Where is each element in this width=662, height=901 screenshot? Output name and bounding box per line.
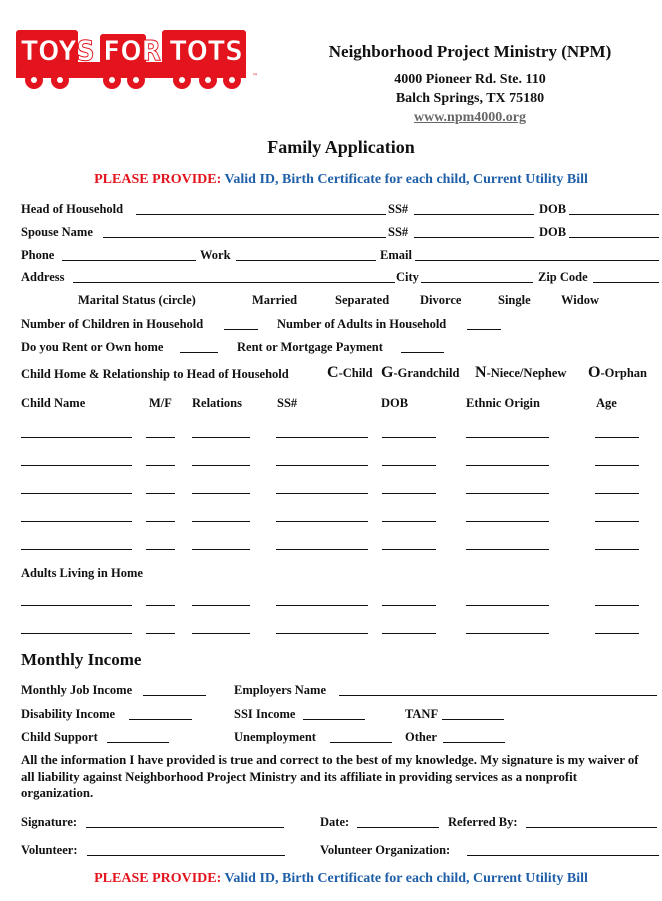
certification-statement: All the information I have provided is true and correct to the best of my knowledge. My signature is my waiver of all liability against Neighborhood Project Ministry and its affiliate in providing services as a nonprofit organization.: [21, 753, 639, 800]
employers-name-field[interactable]: [339, 695, 657, 696]
train-logo-graphic: [12, 22, 260, 92]
website-link[interactable]: www.npm4000.org: [413, 110, 526, 125]
child-row-field[interactable]: [276, 549, 368, 550]
adult-row-field[interactable]: [595, 605, 639, 606]
ss-label: SS#: [388, 202, 409, 216]
provide-label: PLEASE PROVIDE:: [94, 172, 222, 187]
volunteer-organization-label: Volunteer Organization:: [320, 843, 451, 857]
payment-field[interactable]: [401, 352, 444, 353]
adult-row-field[interactable]: [276, 605, 368, 606]
unemployment-label: Unemployment: [234, 730, 316, 744]
other-income-field[interactable]: [443, 742, 505, 743]
svg-text:™: ™: [252, 73, 258, 80]
marital-status-label: Marital Status (circle): [78, 293, 196, 307]
signature-field[interactable]: [86, 827, 284, 828]
org-name: Neighborhood Project Ministry (NPM): [328, 42, 612, 61]
adults-count-label: Number of Adults in Household: [277, 317, 447, 331]
column-header-sex: M/F: [149, 396, 172, 410]
logo-text: TOYS FOR TOTS: [21, 34, 243, 67]
city-label: City: [396, 270, 419, 284]
child-row-field[interactable]: [146, 493, 175, 494]
work-label: Work: [200, 248, 231, 262]
child-row-field[interactable]: [595, 437, 639, 438]
provide-items: Valid ID, Birth Certificate for each child, Current Utility Bill: [224, 172, 588, 187]
adult-row-field[interactable]: [192, 605, 250, 606]
spouse-dob-label: DOB: [539, 225, 567, 239]
child-row-field[interactable]: [382, 521, 436, 522]
child-row-field[interactable]: [21, 521, 132, 522]
provide-notice-bottom: [0, 871, 662, 887]
child-row-field[interactable]: [146, 465, 175, 466]
relationship-code-grandchild: G-Grandchild: [381, 364, 460, 381]
marital-option[interactable]: Separated: [335, 293, 390, 307]
spouse-dob-field[interactable]: [569, 237, 659, 238]
work-field[interactable]: [236, 260, 376, 261]
disability-income-label: Disability Income: [21, 707, 116, 721]
relationship-code-child: C-Child: [327, 364, 373, 381]
child-row-field[interactable]: [466, 465, 549, 466]
child-row-field[interactable]: [382, 437, 436, 438]
provide-label: PLEASE PROVIDE:: [94, 871, 222, 886]
tanf-label: TANF: [405, 707, 439, 721]
volunteer-organization-field[interactable]: [467, 855, 659, 856]
address-field[interactable]: [73, 282, 395, 283]
child-row-field[interactable]: [192, 465, 250, 466]
other-income-label: Other: [405, 730, 437, 744]
head-of-household-field[interactable]: [136, 214, 386, 215]
rent-own-field[interactable]: [180, 352, 218, 353]
adult-row-field[interactable]: [21, 605, 132, 606]
head-of-household-label: Head of Household: [21, 202, 124, 216]
provide-items: Valid ID, Birth Certificate for each child, Current Utility Bill: [224, 871, 588, 886]
adult-row-field[interactable]: [146, 633, 175, 634]
column-header-dob: DOB: [381, 396, 409, 410]
child-row-field[interactable]: [146, 437, 175, 438]
tanf-field[interactable]: [442, 719, 504, 720]
spouse-name-label: Spouse Name: [21, 225, 93, 239]
date-field[interactable]: [357, 827, 439, 828]
column-header-child-name: Child Name: [21, 396, 86, 410]
child-row-field[interactable]: [382, 493, 436, 494]
adult-row-field[interactable]: [466, 633, 549, 634]
rent-own-label: Do you Rent or Own home: [21, 340, 164, 354]
spouse-ss-field[interactable]: [414, 237, 534, 238]
address-line-1: 4000 Pioneer Rd. Ste. 110: [394, 72, 546, 87]
ss-field[interactable]: [414, 214, 534, 215]
relationship-code-orphan: O-Orphan: [588, 364, 647, 381]
child-row-field[interactable]: [466, 549, 549, 550]
referred-by-field[interactable]: [526, 827, 657, 828]
date-label: Date:: [320, 815, 350, 829]
children-count-label: Number of Children in Household: [21, 317, 204, 331]
child-row-field[interactable]: [382, 465, 436, 466]
ssi-income-field[interactable]: [303, 719, 365, 720]
volunteer-field[interactable]: [87, 855, 285, 856]
child-row-field[interactable]: [276, 465, 368, 466]
child-row-field[interactable]: [276, 493, 368, 494]
adult-row-field[interactable]: [192, 633, 250, 634]
adults-living-label: Adults Living in Home: [21, 566, 143, 580]
column-header-age: Age: [596, 396, 617, 410]
city-field[interactable]: [421, 282, 533, 283]
ssi-income-label: SSI Income: [234, 707, 296, 721]
dob-field[interactable]: [569, 214, 659, 215]
payment-label: Rent or Mortgage Payment: [237, 340, 383, 354]
relationship-code-niece-nephew: N-Niece/Nephew: [475, 364, 567, 381]
toys-for-tots-logo: [12, 22, 260, 92]
volunteer-label: Volunteer:: [21, 843, 78, 857]
job-income-field[interactable]: [143, 695, 206, 696]
page-title: Family Application: [267, 137, 415, 157]
email-field[interactable]: [415, 260, 659, 261]
adult-row-field[interactable]: [276, 633, 368, 634]
child-row-field[interactable]: [146, 521, 175, 522]
phone-label: Phone: [21, 248, 55, 262]
spouse-name-field[interactable]: [103, 237, 386, 238]
monthly-income-heading: Monthly Income: [21, 650, 142, 669]
child-row-field[interactable]: [276, 437, 368, 438]
child-row-field[interactable]: [192, 437, 250, 438]
adult-row-field[interactable]: [595, 633, 639, 634]
child-row-field[interactable]: [595, 465, 639, 466]
unemployment-field[interactable]: [330, 742, 392, 743]
child-support-field[interactable]: [107, 742, 169, 743]
column-header-ethnic-origin: Ethnic Origin: [466, 396, 540, 410]
child-row-field[interactable]: [21, 437, 132, 438]
zip-label: Zip Code: [538, 270, 588, 284]
column-header-ss: SS#: [277, 396, 298, 410]
zip-field[interactable]: [593, 282, 659, 283]
relationship-label: Child Home & Relationship to Head of Household: [21, 367, 289, 381]
child-row-field[interactable]: [595, 549, 639, 550]
provide-notice-top: [0, 172, 662, 188]
child-row-field[interactable]: [595, 521, 639, 522]
child-row-field[interactable]: [21, 549, 132, 550]
child-row-field[interactable]: [595, 493, 639, 494]
spouse-ss-label: SS#: [388, 225, 409, 239]
adult-row-field[interactable]: [21, 633, 132, 634]
child-row-field[interactable]: [382, 549, 436, 550]
disability-income-field[interactable]: [129, 719, 192, 720]
org-address: [360, 70, 580, 127]
adults-count-field[interactable]: [467, 329, 501, 330]
children-count-field[interactable]: [224, 329, 258, 330]
marital-option[interactable]: Divorce: [420, 293, 462, 307]
child-support-label: Child Support: [21, 730, 98, 744]
dob-label: DOB: [539, 202, 567, 216]
signature-label: Signature:: [21, 815, 78, 829]
adult-row-field[interactable]: [146, 605, 175, 606]
child-row-field[interactable]: [466, 437, 549, 438]
child-row-field[interactable]: [466, 493, 549, 494]
adult-row-field[interactable]: [382, 633, 436, 634]
address-line-2: Balch Springs, TX 75180: [395, 91, 545, 106]
child-row-field[interactable]: [192, 549, 250, 550]
child-row-field[interactable]: [466, 521, 549, 522]
job-income-label: Monthly Job Income: [21, 683, 133, 697]
child-row-field[interactable]: [21, 465, 132, 466]
child-row-field[interactable]: [276, 521, 368, 522]
child-row-field[interactable]: [192, 521, 250, 522]
marital-option[interactable]: Widow: [561, 293, 599, 307]
column-header-relations: Relations: [192, 396, 242, 410]
adult-row-field[interactable]: [466, 605, 549, 606]
marital-option[interactable]: Single: [498, 293, 531, 307]
marital-option[interactable]: Married: [252, 293, 298, 307]
phone-field[interactable]: [62, 260, 196, 261]
email-label: Email: [380, 248, 412, 262]
child-row-field[interactable]: [21, 493, 132, 494]
adult-row-field[interactable]: [382, 605, 436, 606]
child-row-field[interactable]: [192, 493, 250, 494]
child-row-field[interactable]: [146, 549, 175, 550]
address-label: Address: [21, 270, 65, 284]
employers-name-label: Employers Name: [234, 683, 326, 697]
referred-by-label: Referred By:: [448, 815, 518, 829]
